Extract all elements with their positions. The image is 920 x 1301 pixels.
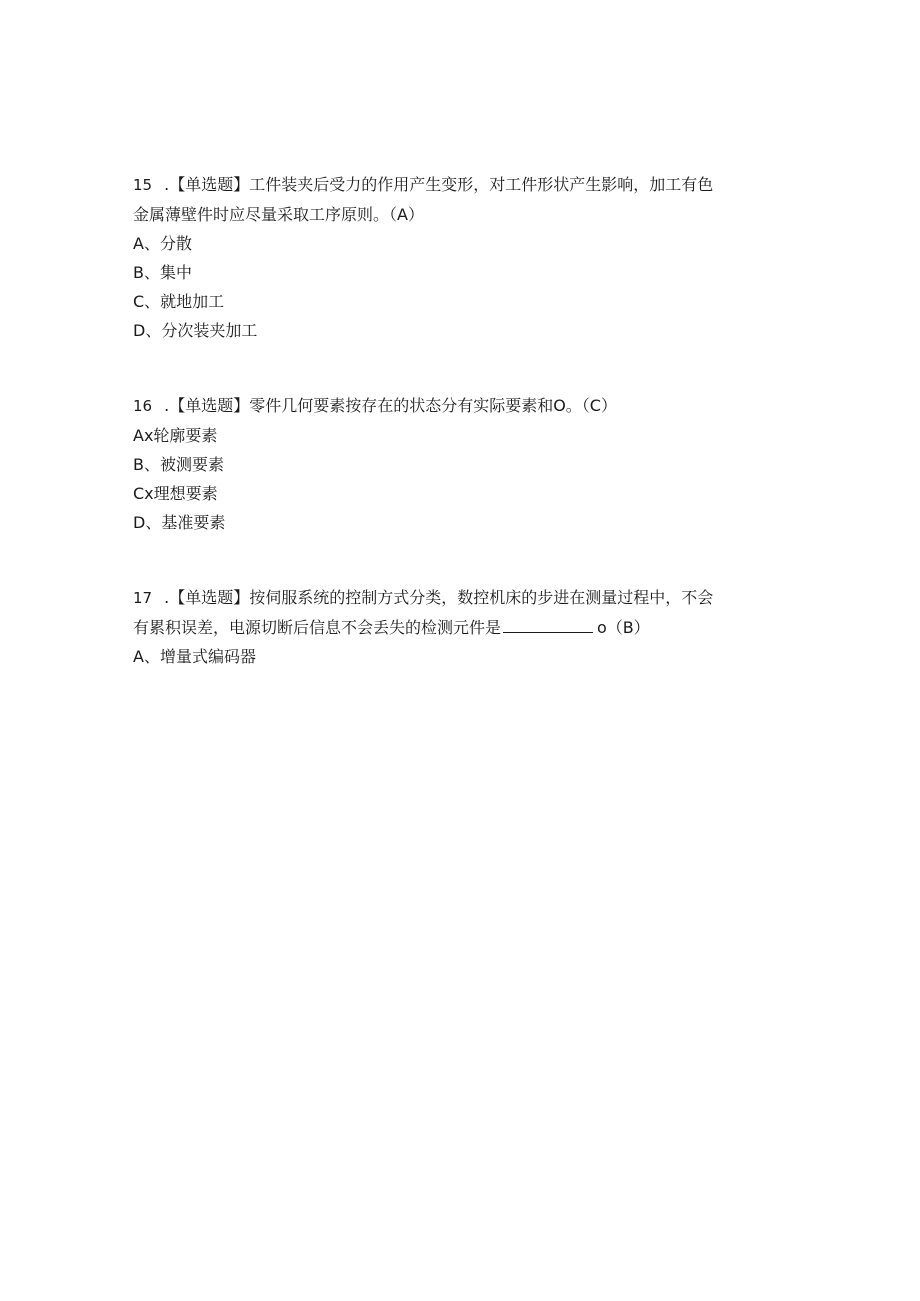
answer-blank [503,616,593,633]
option-c: Cx理想要素 [133,484,218,503]
question-stem: 零件几何要素按存在的状态分有实际要素和O。（C） [249,396,617,415]
question-17 [133,583,763,671]
question-stem: 有累积误差，电源切断后信息不会丢失的检测元件是 [133,618,502,637]
option-c: C、就地加工 [133,292,225,311]
option-a: A、分散 [133,234,192,253]
question-stem: o（B） [597,618,650,637]
question-stem-line [133,613,763,642]
question-stem: 按伺服系统的控制方式分类，数控机床的步进在测量过程中，不会 [249,588,714,607]
question-stem-line [133,391,763,421]
option-a: Ax轮廓要素 [133,426,218,445]
option-a: A、增量式编码器 [133,647,256,666]
question-number: 15 [133,176,153,194]
question-dot: . [164,396,170,415]
question-type: 【单选题】 [169,588,250,607]
question-stem: 金属薄壁件时应尽量采取工序原则。（A） [133,205,424,224]
option-d: D、分次装夹加工 [133,321,258,340]
question-dot: . [164,588,170,607]
question-stem-line [133,170,763,200]
question-number: 16 [133,397,153,415]
question-type: 【单选题】 [169,175,250,194]
option-b: B、被测要素 [133,455,224,474]
question-stem-line [133,200,763,229]
question-stem: 工件装夹后受力的作用产生变形，对工件形状产生影响，加工有色 [249,175,714,194]
question-number: 17 [133,589,153,607]
option-b: B、集中 [133,263,192,282]
question-type: 【单选题】 [169,396,250,415]
question-dot: . [164,175,170,194]
question-15 [133,170,763,345]
question-16 [133,391,763,537]
question-stem-line [133,583,763,613]
option-d: D、基准要素 [133,513,226,532]
